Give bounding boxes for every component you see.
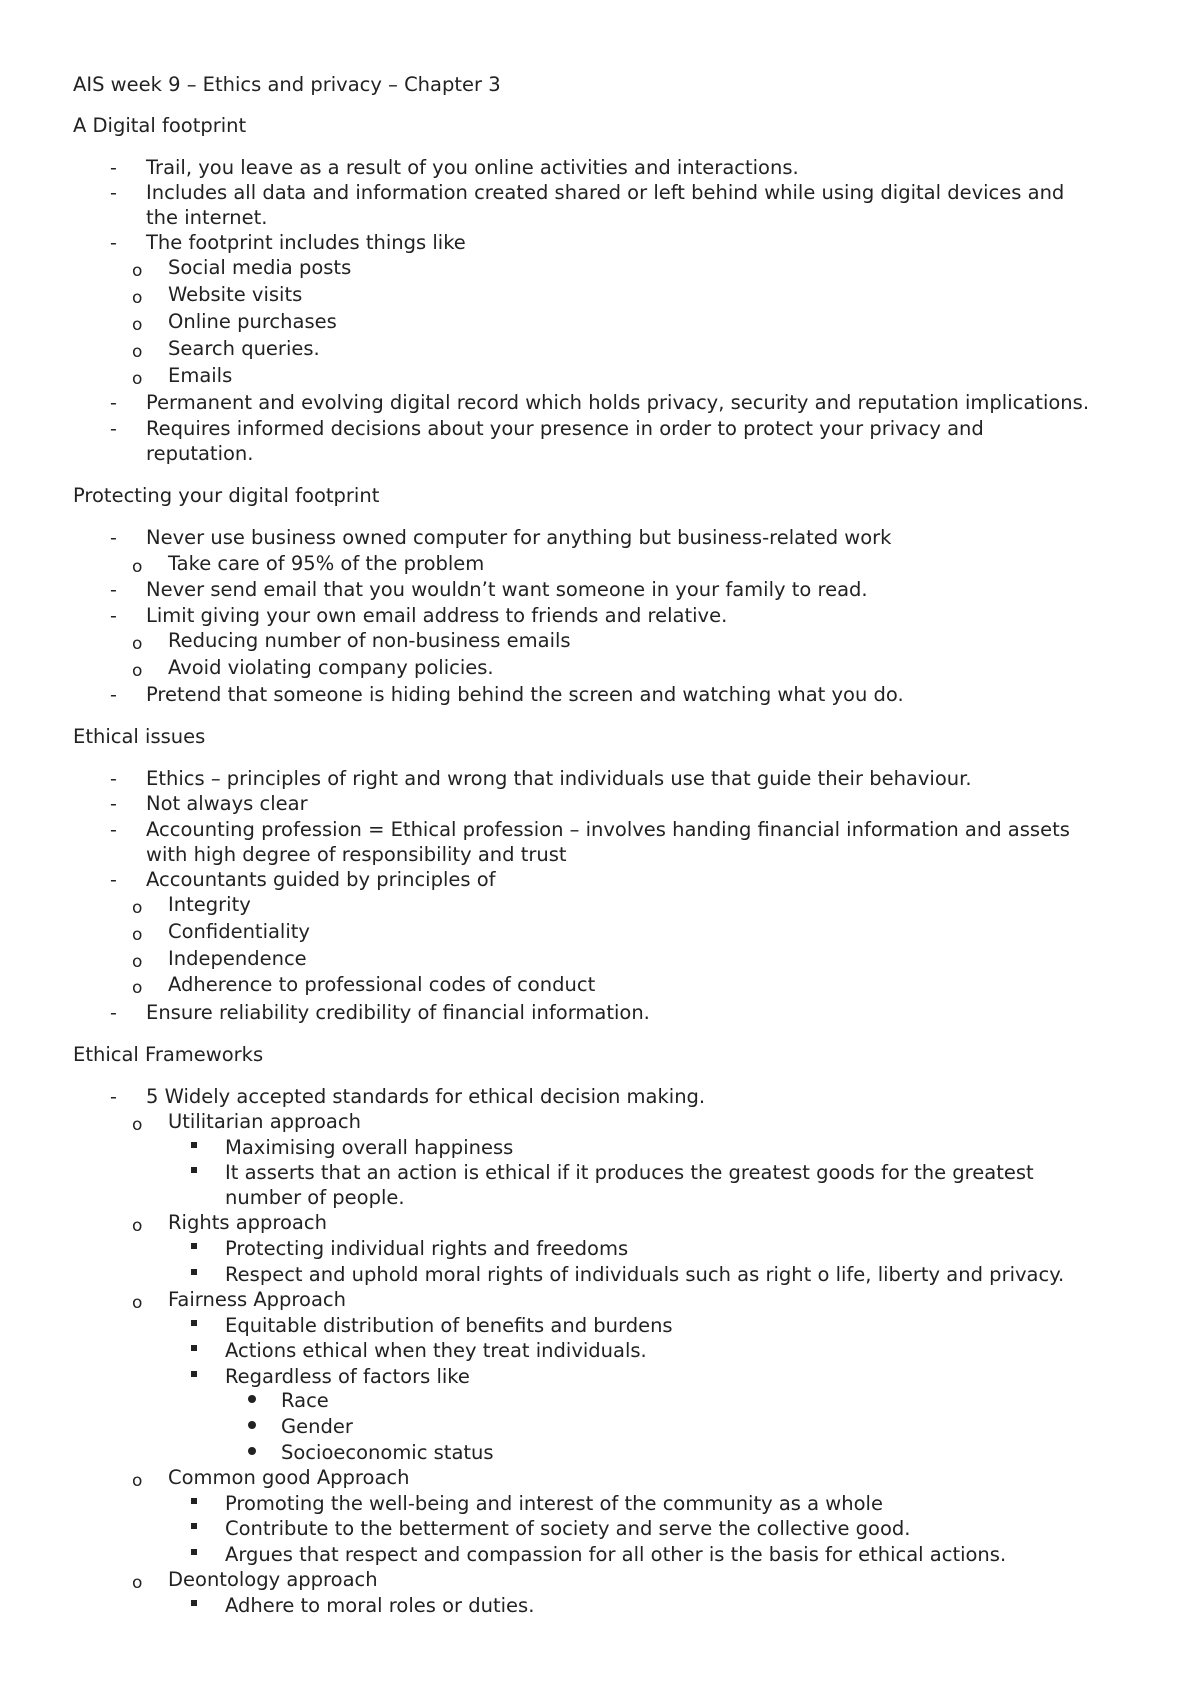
dash-marker: - — [110, 684, 117, 706]
circle-marker: o — [132, 634, 143, 654]
square-bullet-icon — [191, 1243, 197, 1249]
sub-sub-list-item: Respect and uphold moral rights of individuals such as right o life, liberty and privacy. — [225, 1263, 1065, 1286]
section-heading-ethical-frameworks: Ethical Frameworks — [73, 1043, 264, 1066]
dash-marker: - — [110, 182, 117, 204]
dash-marker: - — [110, 605, 117, 627]
circle-marker: o — [132, 369, 143, 389]
square-bullet-icon — [191, 1523, 197, 1529]
dash-marker: - — [110, 157, 117, 179]
dash-marker: - — [110, 232, 117, 254]
circle-marker: o — [132, 925, 143, 945]
square-bullet-icon — [191, 1549, 197, 1555]
level-4-list-item: Socioeconomic status — [281, 1441, 494, 1464]
list-item: Accountants guided by principles of — [146, 868, 496, 891]
list-item: Requires informed decisions about your presence in order to protect your privacy and — [146, 417, 984, 440]
circle-marker: o — [132, 288, 143, 308]
dash-marker: - — [110, 1002, 117, 1024]
dash-marker: - — [110, 768, 117, 790]
list-item: Trail, you leave as a result of you online activities and interactions. — [146, 156, 799, 179]
dash-marker: - — [110, 819, 117, 841]
level-4-list-item: Gender — [281, 1415, 353, 1438]
sub-sub-list-item: Maximising overall happiness — [225, 1136, 514, 1159]
square-bullet-icon — [191, 1345, 197, 1351]
circle-marker: o — [132, 978, 143, 998]
sub-list-item: Search queries. — [168, 337, 320, 360]
sub-list-item: Website visits — [168, 283, 303, 306]
square-bullet-icon — [191, 1320, 197, 1326]
sub-list-item: Online purchases — [168, 310, 337, 333]
list-item-continuation: with high degree of responsibility and trust — [146, 843, 567, 866]
sub-list-item: Reducing number of non-business emails — [168, 629, 571, 652]
square-bullet-icon — [191, 1600, 197, 1606]
circle-marker: o — [132, 898, 143, 918]
dash-marker: - — [110, 793, 117, 815]
list-item: Accounting profession = Ethical profession – involves handing financial information and assets — [146, 818, 1070, 841]
sub-list-item: Emails — [168, 364, 233, 387]
circle-marker: o — [132, 661, 143, 681]
sub-list-item: Independence — [168, 947, 307, 970]
sub-sub-list-item: Actions ethical when they treat individuals. — [225, 1339, 647, 1362]
sub-list-item: Social media posts — [168, 256, 352, 279]
square-bullet-icon — [191, 1498, 197, 1504]
sub-list-item: Fairness Approach — [168, 1288, 346, 1311]
sub-list-item: Integrity — [168, 893, 251, 916]
circle-marker: o — [132, 261, 143, 281]
section-heading-digital-footprint: A Digital footprint — [73, 114, 247, 137]
sub-sub-list-item: Argues that respect and compassion for all other is the basis for ethical actions. — [225, 1543, 1007, 1566]
sub-list-item: Deontology approach — [168, 1568, 378, 1591]
list-item-continuation: reputation. — [146, 442, 254, 465]
circle-marker: o — [132, 342, 143, 362]
sub-list-item: Rights approach — [168, 1211, 327, 1234]
sub-sub-list-item: Adhere to moral roles or duties. — [225, 1594, 535, 1617]
list-item: Includes all data and information created shared or left behind while using digital devices and — [146, 181, 1065, 204]
square-bullet-icon — [191, 1371, 197, 1377]
round-bullet-icon — [248, 1447, 256, 1455]
sub-list-item: Adherence to professional codes of conduct — [168, 973, 596, 996]
sub-sub-list-item: Contribute to the betterment of society and serve the collective good. — [225, 1517, 911, 1540]
level-4-list-item: Race — [281, 1389, 329, 1412]
document-title: AIS week 9 – Ethics and privacy – Chapter 3 — [73, 73, 501, 96]
sub-sub-list-item: It asserts that an action is ethical if it produces the greatest goods for the greatest — [225, 1161, 1034, 1184]
circle-marker: o — [132, 952, 143, 972]
square-bullet-icon — [191, 1269, 197, 1275]
round-bullet-icon — [248, 1421, 256, 1429]
list-item: Never use business owned computer for anything but business-related work — [146, 526, 892, 549]
dash-marker: - — [110, 418, 117, 440]
sub-sub-list-item: Protecting individual rights and freedoms — [225, 1237, 629, 1260]
sub-list-item: Common good Approach — [168, 1466, 410, 1489]
circle-marker: o — [132, 1216, 143, 1236]
sub-list-item: Take care of 95% of the problem — [168, 552, 485, 575]
circle-marker: o — [132, 1115, 143, 1135]
section-heading-protecting: Protecting your digital footprint — [73, 484, 380, 507]
dash-marker: - — [110, 869, 117, 891]
sub-sub-list-item: Regardless of factors like — [225, 1365, 470, 1388]
list-item: Pretend that someone is hiding behind the screen and watching what you do. — [146, 683, 904, 706]
sub-sub-list-item: Equitable distribution of benefits and burdens — [225, 1314, 673, 1337]
list-item: The footprint includes things like — [146, 231, 466, 254]
sub-list-item: Utilitarian approach — [168, 1110, 361, 1133]
list-item: Limit giving your own email address to friends and relative. — [146, 604, 728, 627]
round-bullet-icon — [248, 1395, 256, 1403]
list-item: Not always clear — [146, 792, 308, 815]
list-item: Ethics – principles of right and wrong that individuals use that guide their behaviour. — [146, 767, 972, 790]
square-bullet-icon — [191, 1167, 197, 1173]
dash-marker: - — [110, 579, 117, 601]
list-item: Never send email that you wouldn’t want someone in your family to read. — [146, 578, 868, 601]
circle-marker: o — [132, 315, 143, 335]
dash-marker: - — [110, 392, 117, 414]
circle-marker: o — [132, 1471, 143, 1491]
sub-sub-list-item-continuation: number of people. — [225, 1186, 405, 1209]
section-heading-ethical-issues: Ethical issues — [73, 725, 206, 748]
circle-marker: o — [132, 1293, 143, 1313]
list-item: Ensure reliability credibility of financial information. — [146, 1001, 650, 1024]
dash-marker: - — [110, 1086, 117, 1108]
square-bullet-icon — [191, 1142, 197, 1148]
sub-list-item: Confidentiality — [168, 920, 310, 943]
list-item: Permanent and evolving digital record which holds privacy, security and reputation implications. — [146, 391, 1090, 414]
list-item: 5 Widely accepted standards for ethical decision making. — [146, 1085, 706, 1108]
circle-marker: o — [132, 1573, 143, 1593]
sub-sub-list-item: Promoting the well-being and interest of the community as a whole — [225, 1492, 883, 1515]
circle-marker: o — [132, 557, 143, 577]
list-item-continuation: the internet. — [146, 206, 268, 229]
dash-marker: - — [110, 527, 117, 549]
sub-list-item: Avoid violating company policies. — [168, 656, 494, 679]
